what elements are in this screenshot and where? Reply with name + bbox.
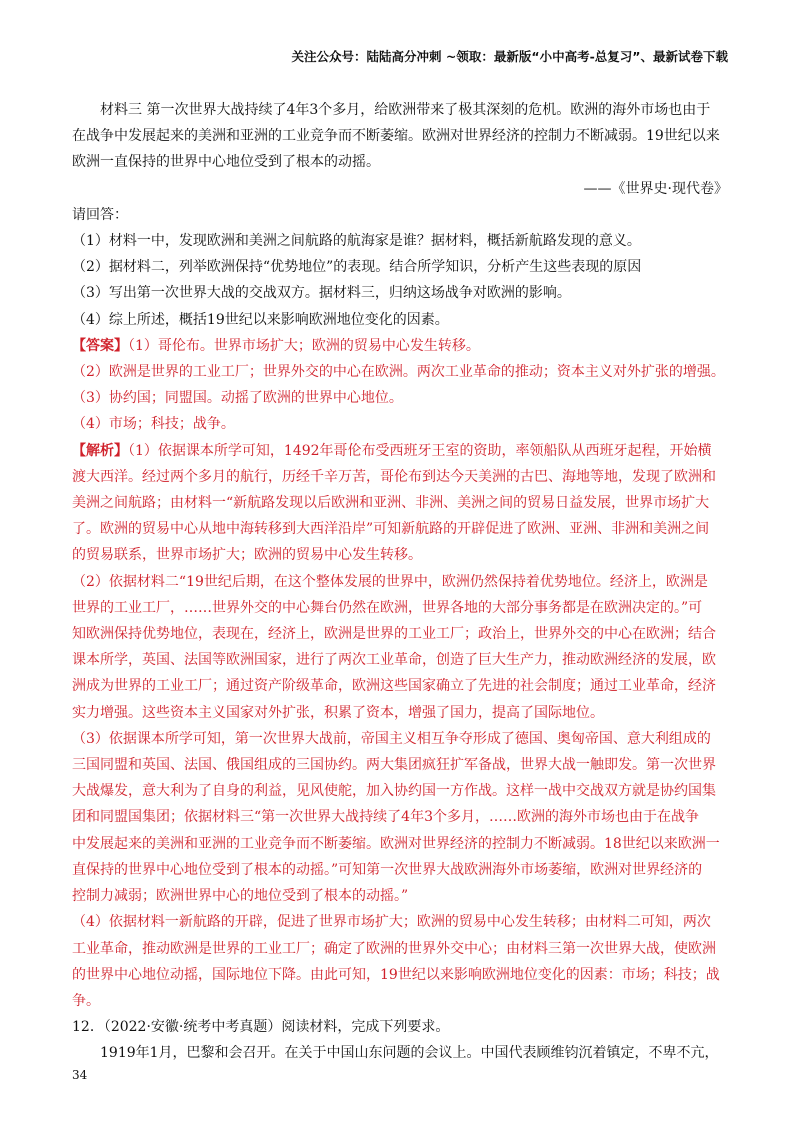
analysis-line: 实力增强。这些资本主义国家对外扩张，积累了资本，增强了国力，提高了国际地位。 <box>72 704 604 721</box>
analysis-line: 直保持的世界中心地位受到了根本的动摇。”可知第一次世界大战欧洲海外市场萎缩，欧洲对世界经济的 <box>72 861 703 878</box>
analysis-paragraph-2 <box>72 569 728 726</box>
question-4: （4）综上所述，概括19世纪以来影响欧洲地位变化的因素。 <box>72 311 449 328</box>
analysis-line: 的贸易联系，世界市场扩大；欧洲的贸易中心发生转移。 <box>72 547 422 564</box>
analysis-text: （1）依据课本所学可知，1492年哥伦布受西班牙王室的资助，率领船队从西班牙起程，开始横 <box>128 442 712 459</box>
analysis-line: 知欧洲保持优势地位，表现在，经济上，欧洲是世界的工业工厂；政治上，世界外交的中心在欧洲；结合 <box>72 626 716 643</box>
question-1: （1）材料一中，发现欧洲和美洲之间航路的航海家是谁？据材料，概括新航路发现的意义。 <box>72 233 641 250</box>
analysis-line: 控制力减弱；欧洲世界中心的地位受到了根本的动摇。” <box>72 888 409 905</box>
analysis-line <box>72 438 728 464</box>
analysis-line: 洲成为世界的工业工厂；通过资产阶级革命，欧洲这些国家确立了先进的社会制度；通过工业革命，经济 <box>72 678 716 695</box>
prompt: 请回答： <box>72 206 128 223</box>
answer-line-2: （2）欧洲是世界的工业工厂；世界外交的中心在欧洲。两次工业革命的推动；资本主义对外扩张的增强。 <box>72 364 725 381</box>
page-number: 34 <box>72 1068 88 1082</box>
answer-line-3: （3）协约国；同盟国。动摇了欧洲的世界中心地位。 <box>72 390 403 407</box>
material-source: ——《世界史·现代卷》 <box>583 180 728 197</box>
analysis-line: 中发展起来的美洲和亚洲的工业竞争而不断萎缩。欧洲对世界经济的控制力不断减弱。18世纪以来欧洲一 <box>72 835 720 852</box>
answer-label: 【答案】 <box>72 337 128 354</box>
material-line: 欧洲一直保持的世界中心地位受到了根本的动摇。 <box>72 154 380 171</box>
analysis-line: 了。欧洲的贸易中心从地中海转移到大西洋沿岸”可知新航路的开辟促进了欧洲、亚洲、非洲和美洲之间 <box>72 521 710 538</box>
question-12-material: 1919年1月，巴黎和会召开。在关于中国山东问题的会议上。中国代表顾维钧沉着镇定，不卑不亢， <box>100 1045 719 1062</box>
page-header: 关注公众号：陆陆高分冲刺 ~领取：最新版“小中高考-总复习”、最新试卷下载 <box>291 49 728 64</box>
analysis-line: 工业革命，推动欧洲是世界的工业工厂；确定了欧洲的世界外交中心；由材料三第一次世界大战，使欧洲 <box>72 940 716 957</box>
analysis-line: 团和同盟国集团；依据材料三“第一次世界大战持续了4年3个多月，……欧洲的海外市场也由于在战争 <box>72 809 699 826</box>
question-12-title: 12．（2022·安徽·统考中考真题）阅读材料，完成下列要求。 <box>72 1019 450 1036</box>
answer-text: （1）哥伦布。世界市场扩大；欧洲的贸易中心发生转移。 <box>128 337 480 354</box>
question-2: （2）据材料二，列举欧洲保持“优势地位”的表现。结合所学知识，分析产生这些表现的原因 <box>72 259 642 276</box>
analysis-line: 美洲之间航路；由材料一“新航路发现以后欧洲和亚洲、非洲、美洲之间的贸易日益发展，世界市场扩大 <box>72 495 710 512</box>
analysis-label: 【解析】 <box>72 442 128 459</box>
analysis-line: 的世界中心地位动摇，国际地位下降。由此可知，19世纪以来影响欧洲地位变化的因素：市场；科技；战 <box>72 966 720 983</box>
analysis-paragraph-1 <box>72 438 728 569</box>
analysis-line: 争。 <box>72 992 100 1009</box>
analysis-line: 三国同盟和英国、法国、俄国组成的三国协约。两大集团疯狂扩军备战，世界大战一触即发。第一次世界 <box>72 757 716 774</box>
analysis-line: 渡大西洋。经过两个多月的航行，历经千辛万苦，哥伦布到达今天美洲的古巴、海地等地，发现了欧洲和 <box>72 468 716 485</box>
analysis-paragraph-3 <box>72 726 728 909</box>
analysis-line: 大战爆发，意大利为了自身的利益，见风使舵，加入协约国一方作战。这样一战中交战双方就是协约国集 <box>72 783 716 800</box>
question-3: （3）写出第一次世界大战的交战双方。据材料三，归纳这场战争对欧洲的影响。 <box>72 285 571 302</box>
answer-line-1 <box>72 333 728 359</box>
analysis-line: （2）依据材料二“19世纪后期，在这个整体发展的世界中，欧洲仍然保持着优势地位。经济上，欧洲是 <box>72 573 708 590</box>
analysis-line: 课本所学，英国、法国等欧洲国家，进行了两次工业革命，创造了巨大生产力，推动欧洲经济的发展，欧 <box>72 652 716 669</box>
answer-line-4: （4）市场；科技；战争。 <box>72 416 235 433</box>
analysis-line: （4）依据材料一新航路的开辟，促进了世界市场扩大；欧洲的贸易中心发生转移；由材料二可知，两次 <box>72 914 711 931</box>
material-three <box>72 97 728 176</box>
material-line: 在战争中发展起来的美洲和亚洲的工业竞争而不断萎缩。欧洲对世界经济的控制力不断减弱。19世纪以来 <box>72 128 720 145</box>
material-line: 材料三 第一次世界大战持续了4年3个多月，给欧洲带来了极其深刻的危机。欧洲的海外市场也由于 <box>100 102 711 118</box>
analysis-line: （3）依据课本所学可知，第一次世界大战前，帝国主义相互争夺形成了德国、奥匈帝国、意大利组成的 <box>72 730 711 747</box>
page-content <box>72 97 728 1067</box>
analysis-paragraph-4 <box>72 909 728 1014</box>
analysis-line: 世界的工业工厂，……世界外交的中心舞台仍然在欧洲，世界各地的大部分事务都是在欧洲决定的。”可 <box>72 599 703 616</box>
